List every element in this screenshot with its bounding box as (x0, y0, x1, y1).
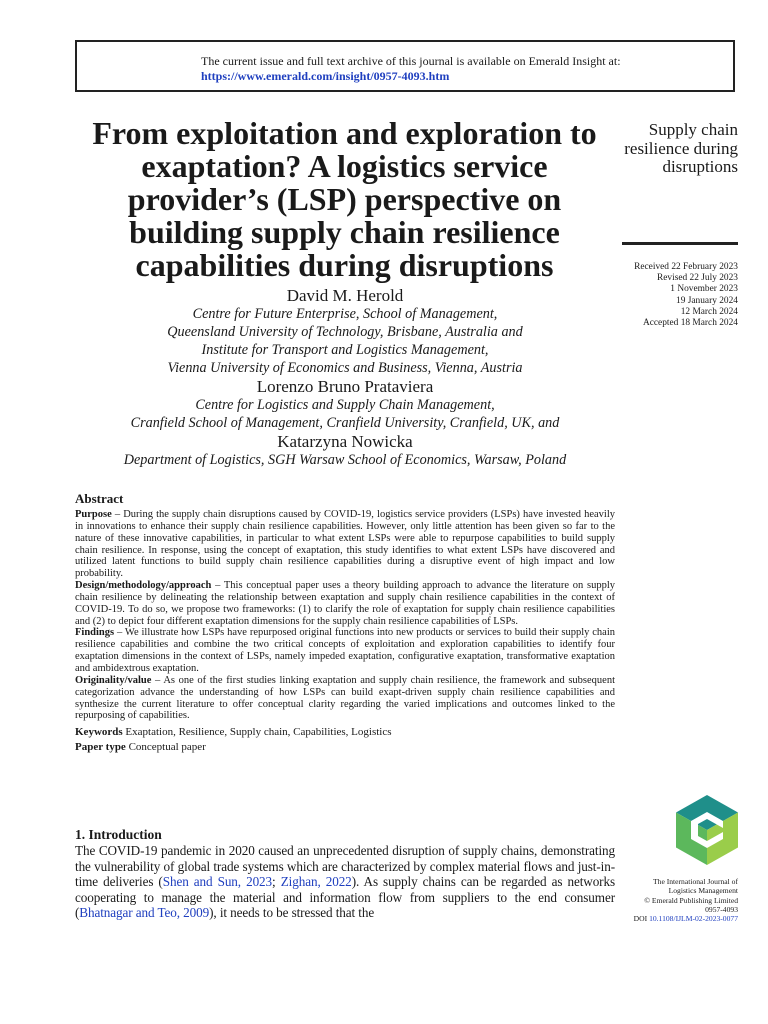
date-revised: 1 November 2023 (670, 284, 738, 295)
date-revised: 19 January 2024 (676, 295, 738, 306)
doi-link[interactable]: 10.1108/IJLM-02-2023-0077 (649, 914, 738, 924)
keywords-value: Exaptation, Resilience, Supply chain, Capabilities, Logistics (125, 726, 392, 739)
date-accepted: Accepted 18 March 2024 (642, 318, 738, 329)
paper-type-label: Paper type (75, 741, 126, 754)
abstract-label: Originality/value (75, 674, 152, 686)
keywords-label: Keywords (75, 726, 123, 739)
journal-availability-box (75, 40, 735, 92)
paper-title: From exploitation and exploration to exaptation? A logistics service provider’s (LSP) perspective on building supply chain resilience capabilities during disruptions (92, 115, 597, 283)
citation-link[interactable]: Bhatnagar and Teo, 2009 (79, 905, 210, 921)
abstract-text: – During the supply chain disruptions caused by COVID-19, logistics service providers (LSPs) have invested heavily in innovations to enhance their supply chain resilience capabilities. However, only little attention has been given so far to the nature of these innovative capabilities, in particular to what extent LSPs were able to repurpose capabilities to build supply chain resilience. In response, using the concept of exaptation, this study identifies to what extent LSPs have discovered and utilized latent functions to build supply chain resilience capabilities during a disruptive event of high impact and low probability. (75, 509, 615, 580)
keywords-line (75, 725, 615, 740)
author-affiliation: Vienna University of Economics and Business, Vienna, Austria (167, 360, 523, 376)
doi-line (610, 914, 738, 923)
abstract-text: – As one of the first studies linking exaptation and supply chain resilience, the framework and subsequent categorization advance the understanding of how LSPs can build exapt-driven supply chain resilience capabilities and synthesize the current literature to offer conceptual clarity regarding the varied implications and outcomes linked to the repurposing of capabilities. (75, 674, 615, 722)
intro-text: The COVID-19 pandemic in 2020 caused an unprecedented disruption of supply chains, demonstrating the vulnerability of global trade systems which are characterized by complex material flows and just-in-time deliveries ( (75, 843, 615, 890)
journal-url-link[interactable]: https://www.emerald.com/insight/0957-4093.htm (201, 69, 450, 83)
paper-type-line (75, 740, 615, 755)
author-affiliation: Centre for Logistics and Supply Chain Management, (195, 397, 495, 413)
author-name: Lorenzo Bruno Prataviera (256, 377, 434, 396)
citation-link[interactable]: Zighan, 2022 (280, 874, 352, 890)
emerald-publishing-logo-icon (676, 795, 738, 865)
availability-note: The current issue and full text archive of this journal is available on Emerald Insight at: (201, 54, 621, 68)
journal-name: The International Journal of (653, 877, 738, 886)
intro-text: ). As supply chains can be regarded as networks cooperating to manage the material and information flow from suppliers to the end consumer ( (75, 874, 616, 921)
introduction-heading: 1. Introduction (75, 827, 162, 842)
author-name: David M. Herold (286, 286, 404, 305)
author-name: Katarzyna Nowicka (277, 432, 413, 451)
date-received: Received 22 February 2023 (634, 262, 738, 272)
abstract-design (75, 580, 615, 627)
abstract-label: Design/methodology/approach (75, 580, 212, 592)
intro-text: ), it needs to be stressed that the (209, 905, 375, 921)
date-revised: 12 March 2024 (680, 306, 738, 317)
abstract-text: – We illustrate how LSPs have repurposed original functions into new products or services to build their supply chain resilience capabilities and combine the two critical concepts of exploitation and exploration capabilities to identify four exaptation dimensions in the context of LSPs, namely impeded exaptation, configurative exaptation, transformative exaptation and ambidextrous exaptation. (75, 627, 615, 674)
introduction-paragraph (75, 843, 615, 921)
author-affiliation: Cranfield School of Management, Cranfield University, Cranfield, UK, and (130, 415, 560, 431)
date-revised: Revised 22 July 2023 (657, 273, 738, 284)
running-section-title: Supply chain resilience during disruptions (624, 120, 738, 176)
citation-link[interactable]: Shen and Sun, 2023 (162, 874, 273, 890)
journal-info (610, 877, 738, 923)
abstract-heading: Abstract (75, 491, 124, 506)
journal-name: Logistics Management (668, 886, 738, 896)
abstract-section (75, 491, 615, 755)
abstract-label: Findings (75, 627, 115, 639)
abstract-originality (75, 675, 615, 722)
author-affiliation: Department of Logistics, SGH Warsaw School of Economics, Warsaw, Poland (123, 452, 567, 468)
introduction-section (75, 826, 615, 921)
abstract-label: Purpose (75, 509, 112, 520)
submission-dates (600, 262, 738, 329)
doi-label: DOI (633, 914, 650, 924)
paper-type-value: Conceptual paper (128, 741, 206, 754)
author-affiliation: Queensland University of Technology, Brisbane, Australia and (167, 324, 523, 340)
abstract-findings (75, 627, 615, 674)
author-affiliation: Institute for Transport and Logistics Management, (201, 342, 489, 358)
author-affiliation: Centre for Future Enterprise, School of Management, (192, 306, 498, 322)
divider-rule (622, 242, 738, 245)
intro-text: ; (272, 874, 281, 890)
author-block (75, 286, 615, 469)
abstract-purpose (75, 509, 615, 580)
journal-issn: 0957-4093 (705, 904, 738, 914)
publisher-copyright: © Emerald Publishing Limited (644, 895, 738, 905)
abstract-text: – This conceptual paper uses a theory building approach to advance the literature on supply chain resilience by delineating the relationship between exaptation and supply chain resilience capabilities in the context of COVID-19. To do so, we propose two frameworks: (1) to clarify the role of exaptation for supply chain resilience capabilities and (2) to depict four different exaptation dimensions for the supply chain resilience capabilities of LSPs. (75, 580, 615, 627)
